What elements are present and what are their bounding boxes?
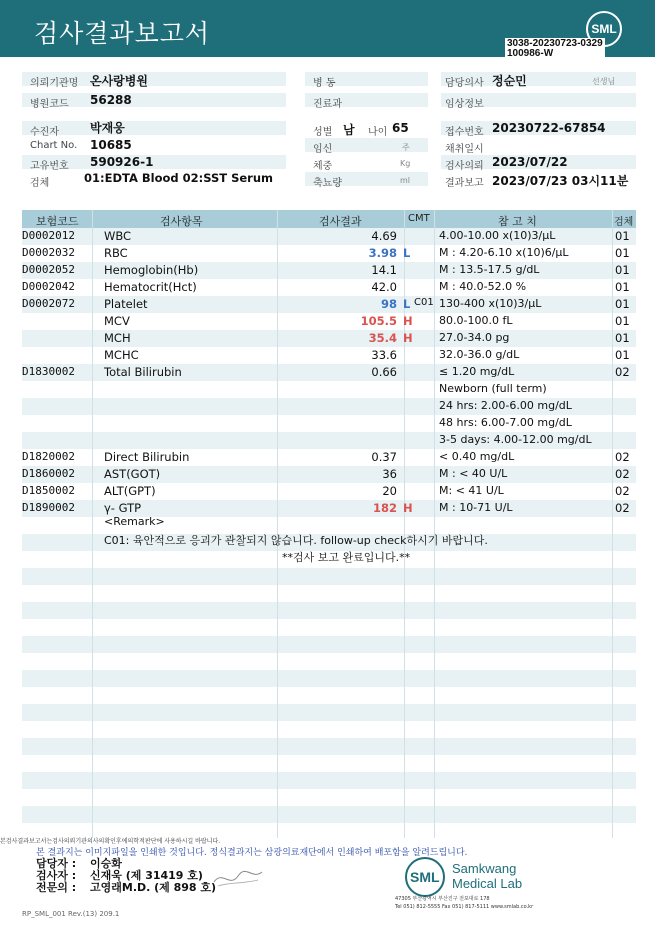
row-specimen: 01 — [615, 229, 630, 243]
specimen-value: 01:EDTA Blood 02:SST Serum — [84, 171, 274, 185]
tester-label: 검사자 : — [36, 869, 77, 882]
completion-note: **검사 보고 완료입니다.** — [282, 551, 411, 564]
report-id-line2: 100986-W — [507, 48, 554, 59]
urine-label: 축뇨량 — [313, 178, 342, 189]
patient-name: 박재웅 — [90, 121, 125, 135]
manager-name: 이승화 — [90, 857, 122, 870]
brand-name-2: Medical Lab — [452, 876, 523, 891]
row-item: γ- GTP — [104, 501, 142, 515]
row-specimen: 01 — [615, 280, 630, 294]
row-reference: M : 40.0-52.0 % — [439, 280, 527, 293]
request-value: 2023/07/22 — [492, 155, 568, 169]
row-reference: 48 hrs: 6.00-7.00 mg/dL — [439, 416, 572, 429]
remark-text: C01: 육안적으로 응괴가 관찰되지 않습니다. follow-up check하시기 바랍니다. — [104, 534, 488, 547]
row-specimen: 01 — [615, 331, 630, 345]
institution-value: 온사랑병원 — [90, 74, 148, 88]
column-divider — [612, 210, 613, 838]
report-label: 결과보고 — [445, 178, 484, 189]
row-result: 4.69 — [371, 229, 397, 243]
patient-label: 수진자 — [30, 127, 59, 138]
row-item: AST(GOT) — [104, 467, 161, 481]
footer-print-note: 본 결과지는 이미지파일을 인쇄한 것입니다. 정식결과지는 삼광의료재단에서 인쇄하여 배포함을 알려드립니다. — [36, 848, 468, 858]
row-result: 98 — [380, 297, 397, 311]
institution-label: 의뢰기관명 — [30, 78, 79, 89]
row-result: 182 — [372, 501, 397, 515]
weight-label: 체중 — [313, 161, 333, 172]
row-reference: 24 hrs: 2.00-6.00 mg/dL — [439, 399, 572, 412]
id-label: 고유번호 — [30, 161, 69, 172]
row-item: MCV — [104, 314, 130, 328]
row-code: D0002012 — [22, 229, 75, 242]
row-reference: ≤ 1.20 mg/dL — [439, 365, 515, 378]
specialist-name: 고영래M.D. (제 898 호) — [90, 881, 217, 894]
row-item: Hematocrit(Hct) — [104, 280, 197, 294]
receipt-value: 20230722-67854 — [492, 121, 606, 135]
col-header-ref: 참 고 치 — [498, 215, 537, 228]
row-item: RBC — [104, 246, 128, 260]
row-code: D1850002 — [22, 484, 75, 497]
row-specimen: 01 — [615, 246, 630, 260]
doctor-label: 담당의사 — [445, 78, 484, 89]
report-id-line1: 3038-20230723-0329 — [507, 38, 603, 49]
row-item: MCH — [104, 331, 131, 345]
row-specimen: 01 — [615, 297, 630, 311]
row-result: 0.37 — [371, 450, 397, 464]
sml-logo-text: SML — [591, 22, 617, 36]
clinical-label: 임상정보 — [445, 99, 484, 110]
row-specimen: 02 — [615, 467, 630, 481]
tester-name: 신재욱 (제 31419 호) — [90, 869, 203, 882]
row-band — [22, 568, 636, 585]
weight-unit: Kg — [400, 159, 411, 168]
row-code: D0002032 — [22, 246, 75, 259]
specimen-label: 검체 — [30, 178, 50, 189]
row-specimen: 02 — [615, 484, 630, 498]
row-result: 36 — [382, 467, 397, 481]
dept-label: 진료과 — [313, 99, 342, 110]
row-specimen: 01 — [615, 263, 630, 277]
row-reference: M : 4.20-6.10 x(10)6/μL — [439, 246, 569, 259]
report-id — [505, 38, 605, 60]
footer-tiny-note: 본검사결과보고서는검사의뢰기관의사의확인후에의학적판단에 사용하시길 바랍니다. — [0, 838, 221, 845]
row-band — [22, 806, 636, 823]
row-band — [22, 670, 636, 687]
age-value: 65 — [392, 121, 409, 135]
row-item: WBC — [104, 229, 132, 243]
row-result: 3.98 — [368, 246, 397, 260]
form-id: RP_SML_001 Rev.(13) 209.1 — [22, 910, 120, 918]
brand-name-1: Samkwang — [452, 861, 517, 876]
urine-unit: ml — [400, 176, 411, 185]
row-code: D1830002 — [22, 365, 75, 378]
row-result: 33.6 — [371, 348, 397, 362]
col-header-cmt: CMT — [408, 213, 430, 224]
signature-icon — [212, 866, 264, 890]
specialist-label: 전문의 : — [36, 881, 77, 894]
row-code: D0002052 — [22, 263, 75, 276]
row-item: MCHC — [104, 348, 139, 362]
sex-label: 성별 — [313, 127, 333, 138]
chart-label: Chart No. — [30, 140, 78, 151]
lab-address: 47305 부산광역시 부산진구 전포대로 178 — [395, 896, 490, 902]
row-reference: M : 13.5-17.5 g/dL — [439, 263, 540, 276]
row-reference: < 0.40 mg/dL — [439, 450, 515, 463]
row-reference: 4.00-10.00 x(10)3/μL — [439, 229, 556, 242]
row-band — [22, 636, 636, 653]
row-reference: 3-5 days: 4.00-12.00 mg/dL — [439, 433, 592, 446]
collect-label: 채취일시 — [445, 144, 484, 155]
info-bar — [22, 121, 286, 135]
samkwang-logo-text: SML — [410, 869, 440, 885]
col-header-specimen: 검체 — [614, 217, 634, 228]
col-header-code: 보험코드 — [36, 215, 79, 228]
col-header-item: 검사항목 — [160, 215, 203, 228]
row-specimen: 02 — [615, 450, 630, 464]
hospital-code-label: 병원코드 — [30, 99, 69, 110]
chart-value: 10685 — [90, 138, 132, 152]
preg-unit: 주 — [402, 143, 410, 152]
row-result: 35.4 — [368, 331, 397, 345]
page-title: 검사결과보고서 — [34, 19, 211, 48]
row-result: 0.66 — [371, 365, 397, 379]
preg-label: 임신 — [313, 144, 333, 155]
row-reference: 32.0-36.0 g/dL — [439, 348, 520, 361]
sex-value: 남 — [343, 123, 355, 137]
row-band — [22, 772, 636, 789]
row-item: Hemoglobin(Hb) — [104, 263, 199, 277]
row-reference: M : < 40 U/L — [439, 467, 508, 480]
row-item: Platelet — [104, 297, 148, 311]
row-code: D0002042 — [22, 280, 75, 293]
lab-contact: Tel 051) 812-5555 Fax 051) 817-5111 www.smlab.co.kr — [395, 904, 534, 910]
row-reference: 27.0-34.0 pg — [439, 331, 510, 344]
row-flag: L — [403, 246, 411, 260]
remark-label: <Remark> — [104, 515, 165, 528]
col-header-result: 검사결과 — [319, 215, 362, 228]
row-flag: H — [403, 331, 413, 345]
id-value: 590926-1 — [90, 155, 154, 169]
hospital-code-value: 56288 — [90, 93, 132, 107]
row-specimen: 02 — [615, 501, 630, 515]
column-divider — [434, 210, 435, 838]
age-label: 나이 — [368, 127, 388, 138]
row-specimen: 01 — [615, 314, 630, 328]
row-item: ALT(GPT) — [104, 484, 156, 498]
receipt-label: 접수번호 — [445, 127, 484, 138]
request-label: 검사의뢰 — [445, 161, 484, 172]
row-code: D1890002 — [22, 501, 75, 514]
row-specimen: 01 — [615, 348, 630, 362]
row-item: Total Bilirubin — [104, 365, 182, 379]
row-reference: M: < 41 U/L — [439, 484, 504, 497]
row-band — [22, 738, 636, 755]
row-result: 14.1 — [371, 263, 397, 277]
row-specimen: 02 — [615, 365, 630, 379]
row-reference: 130-400 x(10)3/μL — [439, 297, 542, 310]
row-code: D0002072 — [22, 297, 75, 310]
row-result: 105.5 — [360, 314, 397, 328]
row-result: 20 — [382, 484, 397, 498]
row-band — [22, 704, 636, 721]
row-band — [22, 602, 636, 619]
ward-label: 병 동 — [313, 78, 336, 89]
row-flag: H — [403, 501, 413, 515]
row-code: D1860002 — [22, 467, 75, 480]
row-cmt: C01 — [414, 297, 434, 308]
row-reference: Newborn (full term) — [439, 382, 547, 395]
doctor-value: 정순민 — [492, 74, 527, 88]
row-code: D1820002 — [22, 450, 75, 463]
row-flag: L — [403, 297, 411, 311]
manager-label: 담당자 : — [36, 857, 77, 870]
row-reference: 80.0-100.0 fL — [439, 314, 513, 327]
row-reference: M : 10-71 U/L — [439, 501, 513, 514]
report-value: 2023/07/23 03시11분 — [492, 174, 629, 188]
row-flag: H — [403, 314, 413, 328]
row-item: Direct Bilirubin — [104, 450, 190, 464]
row-result: 42.0 — [371, 280, 397, 294]
column-divider — [92, 210, 93, 838]
doctor-suffix: 선생님 — [592, 77, 616, 86]
